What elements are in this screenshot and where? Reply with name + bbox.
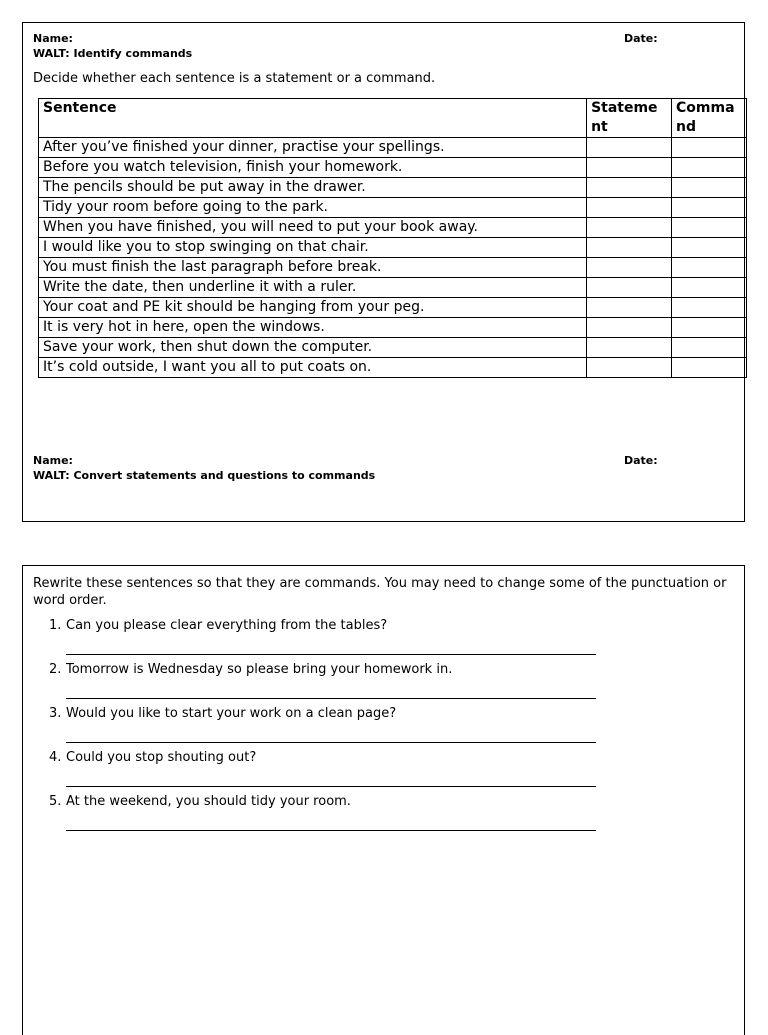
rewrite-instruction: Rewrite these sentences so that they are commands. You may need to change some of the punctuation or word order. [33, 576, 727, 608]
statement-cell[interactable] [587, 178, 672, 198]
question-list [23, 618, 723, 838]
table-row [39, 198, 747, 218]
sentence-cell: After you’ve finished your dinner, practise your spellings. [39, 138, 587, 158]
table-row [39, 238, 747, 258]
sentence-cell: It’s cold outside, I want you all to put coats on. [39, 358, 587, 378]
list-item [23, 750, 723, 794]
command-cell[interactable] [672, 158, 747, 178]
answer-line[interactable] [66, 786, 596, 787]
list-item [23, 794, 723, 838]
statement-cell[interactable] [587, 298, 672, 318]
statement-cell[interactable] [587, 338, 672, 358]
table-row [39, 358, 747, 378]
answer-line[interactable] [66, 654, 596, 655]
table-row [39, 278, 747, 298]
answer-line[interactable] [66, 742, 596, 743]
sentence-cell: You must finish the last paragraph before break. [39, 258, 587, 278]
answer-line[interactable] [66, 830, 596, 831]
name-label: Name: [33, 32, 73, 45]
sentence-cell: The pencils should be put away in the drawer. [39, 178, 587, 198]
table-row [39, 178, 747, 198]
table-row [39, 158, 747, 178]
command-cell[interactable] [672, 358, 747, 378]
worksheet-bottom [22, 565, 745, 1035]
statement-cell[interactable] [587, 238, 672, 258]
question-text: Can you please clear everything from the tables? [66, 618, 388, 633]
statement-cell[interactable] [587, 198, 672, 218]
list-item [23, 706, 723, 750]
question-number: 5. [49, 794, 62, 809]
list-item [23, 618, 723, 662]
table-row [39, 298, 747, 318]
header-row [33, 32, 734, 45]
command-cell[interactable] [672, 198, 747, 218]
table-row [39, 318, 747, 338]
instruction-text: Decide whether each sentence is a statement or a command. [33, 71, 436, 86]
statement-cell[interactable] [587, 358, 672, 378]
question-text: Could you stop shouting out? [66, 750, 257, 765]
command-cell[interactable] [672, 138, 747, 158]
sentence-cell: Before you watch television, finish your homework. [39, 158, 587, 178]
table-row [39, 258, 747, 278]
command-cell[interactable] [672, 278, 747, 298]
table-row [39, 338, 747, 358]
question-text: At the weekend, you should tidy your room. [66, 794, 351, 809]
sentence-table [38, 98, 747, 378]
sentence-cell: Your coat and PE kit should be hanging from your peg. [39, 298, 587, 318]
table-header-row [39, 99, 747, 138]
command-cell[interactable] [672, 238, 747, 258]
question-number: 1. [49, 618, 62, 633]
statement-cell[interactable] [587, 158, 672, 178]
sentence-cell: When you have finished, you will need to put your book away. [39, 218, 587, 238]
question-text: Tomorrow is Wednesday so please bring your homework in. [66, 662, 453, 677]
question-number: 2. [49, 662, 62, 677]
command-cell[interactable] [672, 318, 747, 338]
table-row [39, 218, 747, 238]
question-text: Would you like to start your work on a clean page? [66, 706, 397, 721]
statement-cell[interactable] [587, 218, 672, 238]
sentence-cell: It is very hot in here, open the windows. [39, 318, 587, 338]
date-label: Date: [624, 32, 658, 45]
sentence-cell: Save your work, then shut down the computer. [39, 338, 587, 358]
command-cell[interactable] [672, 338, 747, 358]
date-label-2: Date: [624, 454, 658, 467]
header-sentence: Sentence [39, 99, 587, 138]
header-command: Comma nd [672, 99, 747, 138]
header-row-2 [33, 454, 734, 467]
statement-cell[interactable] [587, 278, 672, 298]
command-cell[interactable] [672, 178, 747, 198]
question-number: 4. [49, 750, 62, 765]
walt-objective: WALT: Identify commands [33, 47, 193, 60]
statement-cell[interactable] [587, 318, 672, 338]
statement-cell[interactable] [587, 138, 672, 158]
command-cell[interactable] [672, 298, 747, 318]
list-item [23, 662, 723, 706]
name-label-2: Name: [33, 454, 73, 467]
command-cell[interactable] [672, 218, 747, 238]
table-row [39, 138, 747, 158]
answer-line[interactable] [66, 698, 596, 699]
sentence-cell: I would like you to stop swinging on that chair. [39, 238, 587, 258]
sentence-cell: Write the date, then underline it with a ruler. [39, 278, 587, 298]
header-statement: Stateme nt [587, 99, 672, 138]
walt-objective-2: WALT: Convert statements and questions to commands [33, 469, 376, 482]
command-cell[interactable] [672, 258, 747, 278]
sentence-cell: Tidy your room before going to the park. [39, 198, 587, 218]
question-number: 3. [49, 706, 62, 721]
statement-cell[interactable] [587, 258, 672, 278]
worksheet-top [22, 22, 745, 522]
